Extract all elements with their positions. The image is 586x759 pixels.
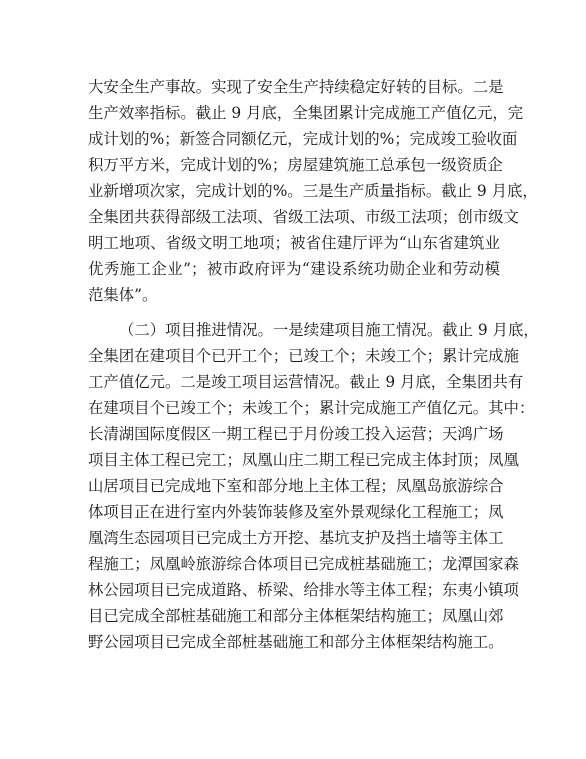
text-line: 积万平方米，完成计划的%；房屋建筑施工总承包一级资质企	[88, 156, 503, 174]
text-line: 目已完成全部桩基础施工和部分主体框架结构施工；凤凰山郊	[88, 607, 504, 625]
paragraph-project-progress	[88, 317, 539, 655]
text-line: 优秀施工企业”；被市政府评为“建设系统功勋企业和劳动模	[88, 260, 500, 278]
text-line: 程施工；凤凰岭旅游综合体项目已完成桩基础施工；龙潭国家森	[88, 555, 519, 573]
text-line: 项目主体工程已完工；凤凰山庄二期工程已完成主体封顶；凤凰	[88, 451, 519, 469]
text-line: 凰湾生态园项目已完成土方开挖、基坑支护及挡土墙等主体工	[88, 529, 504, 547]
text-line: 在建项目个已竣工个；未竣工个；累计完成施工产值亿元。其中：	[88, 399, 535, 417]
text-line: 林公园项目已完成道路、桥梁、给排水等主体工程；东夷小镇项	[88, 581, 519, 599]
text-line: 全集团在建项目个已开工个；已竣工个；未竣工个；累计完成施	[88, 347, 519, 365]
text-line: 成计划的%；新签合同额亿元，完成计划的%；完成竣工验收面	[88, 130, 518, 148]
text-line: 工产值亿元。二是竣工项目运营情况。截止 9 月底，全集团共有	[88, 373, 524, 391]
text-line: （二）项目推进情况。一是续建项目施工情况。截止 9 月底，	[119, 321, 539, 339]
text-line: 生产效率指标。截止 9 月底，全集团累计完成施工产值亿元，完	[88, 104, 524, 122]
paragraph-production-indicators	[88, 74, 538, 308]
text-line: 全集团共获得部级工法项、省级工法项、市级工法项；创市级文	[88, 208, 519, 226]
text-line: 山居项目已完成地下室和部分地上主体工程；凤凰岛旅游综合	[88, 477, 504, 495]
text-line: 长清湖国际度假区一期工程已于月份竣工投入运营；天鸿广场	[88, 425, 504, 443]
text-line: 业新增项次家，完成计划的%。三是生产质量指标。截止 9 月底，	[88, 182, 538, 200]
text-line: 体项目正在进行室内外装饰装修及室外景观绿化工程施工；凤	[88, 503, 504, 521]
text-line: 野公园项目已完成全部桩基础施工和部分主体框架结构施工。	[88, 633, 504, 651]
text-line: 大安全生产事故。实现了安全生产持续稳定好转的目标。二是	[88, 78, 504, 96]
text-line: 范集体”。	[88, 286, 158, 304]
text-line: 明工地项、省级文明工地项；被省住建厅评为“山东省建筑业	[88, 234, 500, 252]
